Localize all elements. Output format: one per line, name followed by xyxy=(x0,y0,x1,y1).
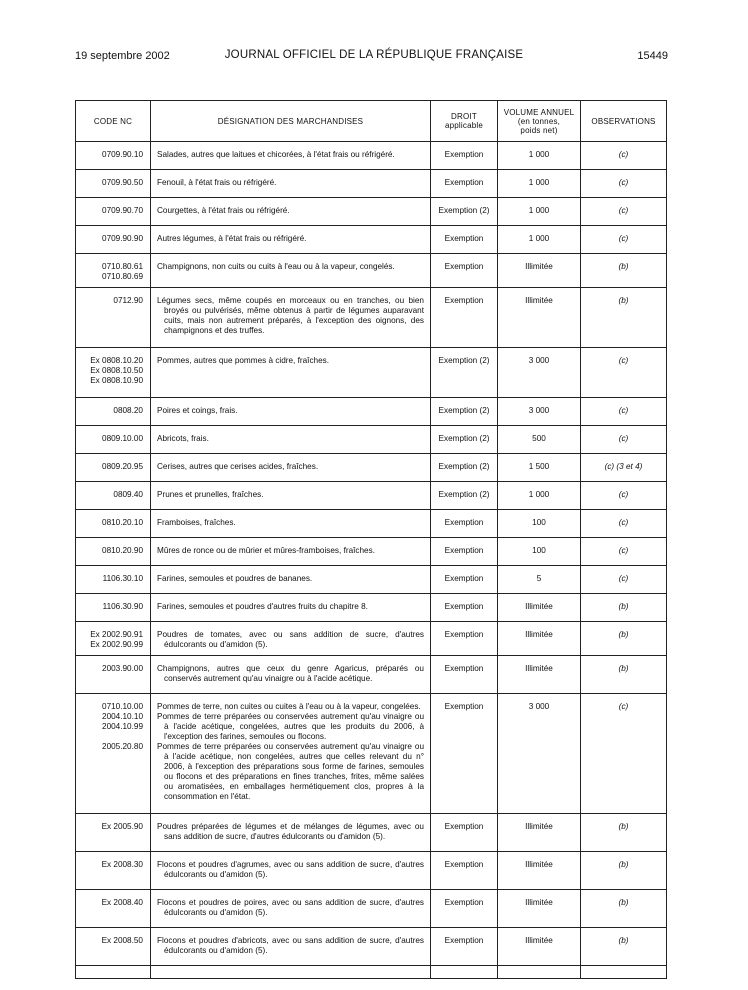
droit-cell: Exemption xyxy=(431,928,498,966)
column-header-volume xyxy=(498,101,581,142)
nc-code: 2005.20.80 xyxy=(102,742,143,751)
droit-cell: Exemption xyxy=(431,288,498,348)
designation-text: Poudres de tomates, avec ou sans addition de sucre, d'autres édulcorants ou d'amidon (5). xyxy=(157,630,424,649)
running-head xyxy=(0,44,748,62)
observations-cell: (c) xyxy=(581,566,667,594)
designation-text: Abricots, frais. xyxy=(157,434,209,443)
volume-cell: Illimitée xyxy=(498,928,581,966)
nc-code-cell xyxy=(76,594,151,622)
observations-cell: (c) xyxy=(581,694,667,814)
droit-cell: Exemption xyxy=(431,566,498,594)
designation-cell xyxy=(151,852,431,890)
designation-text: Flocons et poudres d'agrumes, avec ou sans addition de sucre, d'autres édulcorants ou d'amidon (5). xyxy=(157,860,424,879)
observations-cell: (c) xyxy=(581,510,667,538)
table-row xyxy=(76,622,667,656)
observations-cell: (c) xyxy=(581,226,667,254)
designation-text: Farines, semoules et poudres d'autres fruits du chapitre 8. xyxy=(157,602,368,611)
table-row xyxy=(76,538,667,566)
table-row xyxy=(76,426,667,454)
designation-cell xyxy=(151,226,431,254)
droit-cell: Exemption xyxy=(431,852,498,890)
nc-code: 0709.90.10 xyxy=(102,150,143,159)
volume-cell: 1 000 xyxy=(498,170,581,198)
nc-code-cell xyxy=(76,254,151,288)
designation-cell xyxy=(151,142,431,170)
designation-text: Cerises, autres que cerises acides, fraîches. xyxy=(157,462,319,471)
designation-text: Pommes de terre préparées ou conservées autrement qu'au vinaigre ou à l'acide acétique, non congelées, autres que celles relevant du n° 2006, à l'exception des préparations sous forme de farines, semoules ou flocons et des préparations en fines tranches, frites, même salées ou aromatisées, en emballages hermétiquement clos, propres à la consommation en l'état. xyxy=(157,742,424,801)
table-row xyxy=(76,288,667,348)
droit-cell: Exemption (2) xyxy=(431,348,498,398)
observations-cell: (b) xyxy=(581,254,667,288)
droit-cell: Exemption (2) xyxy=(431,454,498,482)
table-row xyxy=(76,226,667,254)
droit-cell: Exemption xyxy=(431,510,498,538)
volume-cell: 3 000 xyxy=(498,398,581,426)
observations-cell: (b) xyxy=(581,852,667,890)
continuation-cell xyxy=(498,966,581,979)
nc-code: 0710.80.69 xyxy=(102,272,143,281)
nc-code: Ex 0808.10.50 xyxy=(90,366,143,375)
table-row xyxy=(76,852,667,890)
observations-cell: (c) xyxy=(581,170,667,198)
designation-cell xyxy=(151,566,431,594)
nc-code-cell xyxy=(76,170,151,198)
nc-code: 2004.10.99 xyxy=(102,722,143,731)
table-row xyxy=(76,814,667,852)
designation-text: Champignons, non cuits ou cuits à l'eau ou à la vapeur, congelés. xyxy=(157,262,395,271)
designation-text: Framboises, fraîches. xyxy=(157,518,236,527)
observations-cell: (b) xyxy=(581,814,667,852)
table-row xyxy=(76,656,667,694)
table-row xyxy=(76,890,667,928)
tariff-table xyxy=(75,100,667,979)
table-row xyxy=(76,170,667,198)
nc-code: 0809.20.95 xyxy=(102,462,143,471)
designation-cell xyxy=(151,348,431,398)
nc-code: 1106.30.10 xyxy=(102,574,143,583)
nc-code-cell xyxy=(76,890,151,928)
volume-header-line1: VOLUME ANNUEL xyxy=(503,107,575,117)
issue-date: 19 septembre 2002 xyxy=(75,50,170,62)
observations-cell: (b) xyxy=(581,622,667,656)
designation-text: Poudres préparées de légumes et de mélanges de légumes, avec ou sans addition de sucre, d'autres édulcorants ou d'amidon (5). xyxy=(157,822,424,841)
droit-cell: Exemption xyxy=(431,694,498,814)
continuation-row xyxy=(76,966,667,979)
volume-cell: 1 000 xyxy=(498,142,581,170)
table-row xyxy=(76,398,667,426)
volume-header-line2: (en tonnes, xyxy=(517,116,561,126)
designation-text: Pommes de terre, non cuites ou cuites à l'eau ou à la vapeur, congelées. xyxy=(157,702,421,711)
volume-cell: Illimitée xyxy=(498,622,581,656)
volume-cell: 100 xyxy=(498,510,581,538)
observations-cell: (c) xyxy=(581,398,667,426)
nc-code-cell xyxy=(76,198,151,226)
table-row xyxy=(76,594,667,622)
nc-code: 2004.10.10 xyxy=(102,712,143,721)
volume-cell: 1 000 xyxy=(498,482,581,510)
designation-cell xyxy=(151,454,431,482)
volume-cell: Illimitée xyxy=(498,594,581,622)
designation-text: Flocons et poudres d'abricots, avec ou sans addition de sucre, d'autres édulcorants ou d'amidon (5). xyxy=(157,936,424,955)
designation-cell xyxy=(151,814,431,852)
nc-code: 1106.30.90 xyxy=(102,602,143,611)
designation-cell xyxy=(151,198,431,226)
table-row xyxy=(76,482,667,510)
nc-code: 0810.20.90 xyxy=(102,546,143,555)
volume-cell: 1 000 xyxy=(498,198,581,226)
designation-cell xyxy=(151,482,431,510)
table-row xyxy=(76,454,667,482)
droit-cell: Exemption (2) xyxy=(431,198,498,226)
continuation-cell xyxy=(581,966,667,979)
droit-cell: Exemption xyxy=(431,226,498,254)
table-row xyxy=(76,142,667,170)
designation-cell xyxy=(151,890,431,928)
column-header-observations: OBSERVATIONS xyxy=(581,101,667,142)
volume-cell: Illimitée xyxy=(498,254,581,288)
droit-cell: Exemption xyxy=(431,622,498,656)
nc-code-cell xyxy=(76,510,151,538)
table-header-row xyxy=(76,101,667,142)
nc-code-cell xyxy=(76,348,151,398)
column-header-designation: DÉSIGNATION DES MARCHANDISES xyxy=(151,101,431,142)
volume-cell: Illimitée xyxy=(498,852,581,890)
droit-cell: Exemption xyxy=(431,538,498,566)
nc-code: 0808.20 xyxy=(113,406,143,415)
page-number: 15449 xyxy=(637,50,668,62)
observations-cell: (b) xyxy=(581,890,667,928)
nc-code-cell xyxy=(76,694,151,814)
nc-code: Ex 0808.10.20 xyxy=(90,356,143,365)
nc-code-cell xyxy=(76,142,151,170)
table-row xyxy=(76,510,667,538)
observations-cell: (c) xyxy=(581,142,667,170)
observations-cell: (b) xyxy=(581,656,667,694)
nc-code: 0712.90 xyxy=(113,296,143,305)
droit-cell: Exemption xyxy=(431,890,498,928)
designation-cell xyxy=(151,622,431,656)
droit-cell: Exemption (2) xyxy=(431,482,498,510)
designation-cell xyxy=(151,426,431,454)
volume-cell: 5 xyxy=(498,566,581,594)
table-row xyxy=(76,928,667,966)
designation-cell xyxy=(151,656,431,694)
designation-text: Prunes et prunelles, fraîches. xyxy=(157,490,264,499)
designation-text: Farines, semoules et poudres de bananes. xyxy=(157,574,313,583)
nc-code-cell xyxy=(76,656,151,694)
volume-header-line3: poids net) xyxy=(520,125,558,135)
nc-code-cell xyxy=(76,566,151,594)
designation-cell xyxy=(151,538,431,566)
droit-cell: Exemption xyxy=(431,142,498,170)
nc-code-cell xyxy=(76,426,151,454)
designation-text: Autres légumes, à l'état frais ou réfrigéré. xyxy=(157,234,307,243)
designation-cell xyxy=(151,170,431,198)
observations-cell: (c) xyxy=(581,482,667,510)
designation-cell xyxy=(151,510,431,538)
observations-cell: (b) xyxy=(581,288,667,348)
volume-cell: Illimitée xyxy=(498,890,581,928)
designation-text: Courgettes, à l'état frais ou réfrigéré. xyxy=(157,206,290,215)
volume-cell: 500 xyxy=(498,426,581,454)
designation-text: Champignons, autres que ceux du genre Agaricus, préparés ou conservés autrement qu'au vinaigre ou à l'acide acétique. xyxy=(157,664,424,683)
volume-cell: 1 500 xyxy=(498,454,581,482)
nc-code: Ex 2008.30 xyxy=(101,860,143,869)
observations-cell: (c) xyxy=(581,426,667,454)
observations-cell: (c) xyxy=(581,348,667,398)
nc-code-cell xyxy=(76,398,151,426)
table-row xyxy=(76,566,667,594)
nc-code-cell xyxy=(76,852,151,890)
nc-code: 0709.90.70 xyxy=(102,206,143,215)
designation-text: Flocons et poudres de poires, avec ou sans addition de sucre, d'autres édulcorants ou d'amidon (5). xyxy=(157,898,424,917)
nc-code: 0809.10.00 xyxy=(102,434,143,443)
nc-code xyxy=(76,732,143,742)
table-row xyxy=(76,348,667,398)
designation-text: Fenouil, à l'état frais ou réfrigéré. xyxy=(157,178,277,187)
nc-code: Ex 2005.90 xyxy=(101,822,143,831)
volume-cell: 3 000 xyxy=(498,694,581,814)
nc-code: 2003.90.00 xyxy=(102,664,143,673)
droit-cell: Exemption (2) xyxy=(431,426,498,454)
designation-cell xyxy=(151,288,431,348)
designation-cell xyxy=(151,694,431,814)
nc-code: Ex 2008.50 xyxy=(101,936,143,945)
nc-code: 0710.10.00 xyxy=(102,702,143,711)
nc-code: Ex 2002.90.99 xyxy=(90,640,143,649)
table-row xyxy=(76,198,667,226)
nc-code: 0710.80.61 xyxy=(102,262,143,271)
nc-code: 0810.20.10 xyxy=(102,518,143,527)
designation-text: Pommes, autres que pommes à cidre, fraîches. xyxy=(157,356,330,365)
droit-cell: Exemption (2) xyxy=(431,398,498,426)
continuation-cell xyxy=(76,966,151,979)
column-header-code: CODE NC xyxy=(76,101,151,142)
droit-header-line1: DROIT xyxy=(451,112,477,121)
designation-text: Mûres de ronce ou de mûrier et mûres-framboises, fraîches. xyxy=(157,546,375,555)
designation-text: Pommes de terre préparées ou conservées autrement qu'au vinaigre ou à l'acide acétique, congelées, autres que les produits du 2006, à l'exception des farines, semoules ou flocons. xyxy=(157,712,424,741)
droit-cell: Exemption xyxy=(431,170,498,198)
nc-code: 0809.40 xyxy=(113,490,143,499)
journal-title: JOURNAL OFFICIEL DE LA RÉPUBLIQUE FRANÇAISE xyxy=(224,49,524,61)
nc-code-cell xyxy=(76,454,151,482)
volume-cell: 1 000 xyxy=(498,226,581,254)
droit-cell: Exemption xyxy=(431,656,498,694)
droit-cell: Exemption xyxy=(431,594,498,622)
nc-code: 0709.90.90 xyxy=(102,234,143,243)
nc-code-cell xyxy=(76,622,151,656)
continuation-cell xyxy=(151,966,431,979)
nc-code: Ex 2002.90.91 xyxy=(90,630,143,639)
volume-cell: 100 xyxy=(498,538,581,566)
nc-code: Ex 0808.10.90 xyxy=(90,376,143,385)
volume-cell: 3 000 xyxy=(498,348,581,398)
droit-cell: Exemption xyxy=(431,814,498,852)
designation-text: Poires et coings, frais. xyxy=(157,406,238,415)
table-row xyxy=(76,694,667,814)
continuation-cell xyxy=(431,966,498,979)
volume-cell: Illimitée xyxy=(498,288,581,348)
designation-cell xyxy=(151,928,431,966)
table-body xyxy=(76,142,667,979)
observations-cell: (c) xyxy=(581,538,667,566)
nc-code-cell xyxy=(76,482,151,510)
table-row xyxy=(76,254,667,288)
volume-cell: Illimitée xyxy=(498,656,581,694)
column-header-droit xyxy=(431,101,498,142)
nc-code-cell xyxy=(76,226,151,254)
designation-cell xyxy=(151,594,431,622)
designation-text: Salades, autres que laitues et chicorées, à l'état frais ou réfrigéré. xyxy=(157,150,395,159)
nc-code: Ex 2008.40 xyxy=(101,898,143,907)
observations-cell: (b) xyxy=(581,928,667,966)
droit-cell: Exemption xyxy=(431,254,498,288)
nc-code-cell xyxy=(76,288,151,348)
observations-cell: (c) (3 et 4) xyxy=(581,454,667,482)
observations-cell: (c) xyxy=(581,198,667,226)
nc-code-cell xyxy=(76,814,151,852)
designation-cell xyxy=(151,398,431,426)
nc-code: 0709.90.50 xyxy=(102,178,143,187)
droit-header-line2: applicable xyxy=(444,121,484,130)
nc-code-cell xyxy=(76,928,151,966)
nc-code-cell xyxy=(76,538,151,566)
designation-cell xyxy=(151,254,431,288)
observations-cell: (b) xyxy=(581,594,667,622)
volume-cell: Illimitée xyxy=(498,814,581,852)
designation-text: Légumes secs, même coupés en morceaux ou en tranches, ou bien broyés ou pulvérisés, même obtenus à partir de légumes auparavant cuits, mais non autrement préparés, à l'exception des oignons, des champignons et des truffes. xyxy=(157,296,424,335)
